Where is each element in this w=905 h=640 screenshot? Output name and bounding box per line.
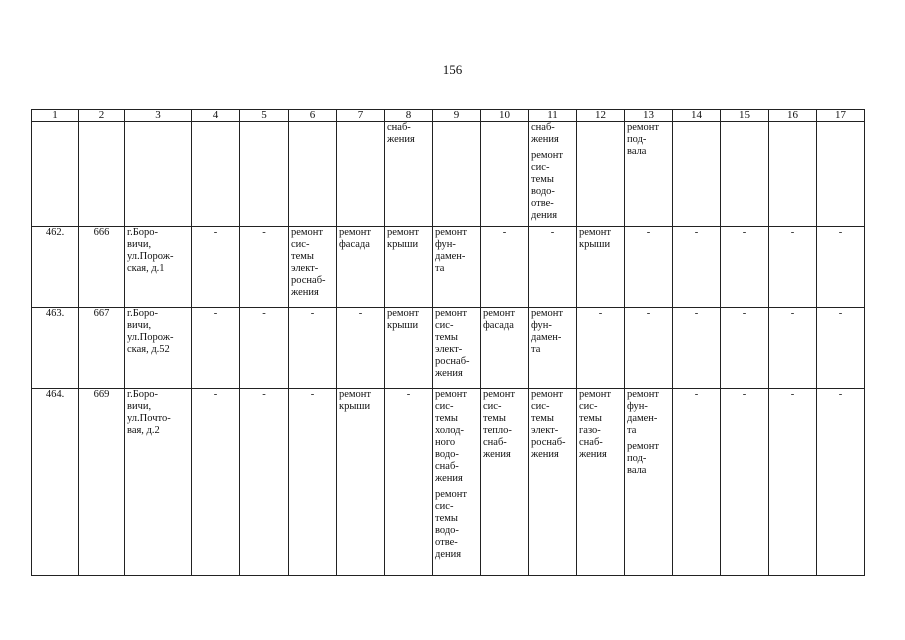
table-cell xyxy=(32,389,79,576)
cell-value: - xyxy=(742,308,747,319)
work-item: ремонт крыши xyxy=(387,227,420,250)
cell-value: - xyxy=(406,389,411,400)
house-id: 669 xyxy=(93,389,110,400)
table-cell xyxy=(192,122,240,227)
work-item: снаб- жения xyxy=(387,122,415,145)
cell-value: - xyxy=(262,227,266,238)
work-item: ремонт сис- темы элект- роснаб- жения xyxy=(291,227,326,298)
table-cell xyxy=(529,227,577,308)
column-header: 11 xyxy=(529,110,577,122)
table-cell xyxy=(32,227,79,308)
work-item: ремонт фун- дамен- та xyxy=(627,389,660,436)
cell-value: - xyxy=(790,227,795,238)
work-item: ремонт под- вала xyxy=(627,122,660,157)
table-cell xyxy=(385,122,433,227)
cell-value: - xyxy=(502,227,507,238)
table-cell xyxy=(240,308,289,389)
cell-value: - xyxy=(838,227,843,238)
row-number: 463. xyxy=(45,308,65,319)
table-cell xyxy=(481,389,529,576)
table-cell xyxy=(240,122,289,227)
address: г.Боро- вичи, ул.Порож- ская, д.1 xyxy=(127,227,174,274)
cell-value: - xyxy=(213,389,218,400)
table-cell xyxy=(289,389,337,576)
work-item: ремонт под- вала xyxy=(627,441,660,476)
table-cell xyxy=(721,308,769,389)
table-row xyxy=(32,308,865,389)
cell-value: - xyxy=(358,308,363,319)
column-header: 8 xyxy=(385,110,433,122)
work-item: ремонт сис- темы газо- снаб- жения xyxy=(579,389,612,460)
table-cell xyxy=(817,308,865,389)
cell-value: - xyxy=(790,389,795,400)
table-cell xyxy=(385,227,433,308)
table-cell xyxy=(192,308,240,389)
table-cell xyxy=(481,122,529,227)
table-cell xyxy=(481,227,529,308)
cell-value: - xyxy=(694,389,699,400)
column-header: 17 xyxy=(817,110,865,122)
table-cell xyxy=(125,122,192,227)
cell-value: - xyxy=(598,308,603,319)
column-header: 7 xyxy=(337,110,385,122)
table-cell xyxy=(673,389,721,576)
column-header: 10 xyxy=(481,110,529,122)
table-cell xyxy=(625,308,673,389)
table-cell xyxy=(673,122,721,227)
address: г.Боро- вичи, ул.Порож- ская, д.52 xyxy=(127,308,174,355)
cell-value: - xyxy=(790,308,795,319)
table-cell xyxy=(79,122,125,227)
table-cell xyxy=(79,389,125,576)
table-cell xyxy=(240,227,289,308)
column-header: 3 xyxy=(125,110,192,122)
table-cell xyxy=(289,308,337,389)
table-cell xyxy=(433,122,481,227)
table-cell xyxy=(433,308,481,389)
table-cell xyxy=(721,389,769,576)
table-cell xyxy=(529,122,577,227)
work-item: ремонт сис- темы водо- отве- дения xyxy=(435,489,468,560)
work-item: снаб- жения xyxy=(531,122,559,145)
work-item: ремонт крыши xyxy=(579,227,612,250)
cell-value: - xyxy=(213,227,218,238)
table-row xyxy=(32,389,865,576)
table-cell xyxy=(721,227,769,308)
column-number-row xyxy=(32,110,865,122)
cell-value: - xyxy=(646,308,651,319)
column-header: 2 xyxy=(79,110,125,122)
cell-value: - xyxy=(310,308,315,319)
work-item: ремонт фун- дамен- та xyxy=(435,227,468,274)
work-item: ремонт сис- темы водо- отве- дения xyxy=(531,150,564,221)
table-cell xyxy=(769,389,817,576)
table-cell xyxy=(721,122,769,227)
work-item: ремонт сис- темы холод- ного водо- снаб- жения xyxy=(435,389,468,484)
table-cell xyxy=(125,227,192,308)
table-cell xyxy=(769,122,817,227)
column-header: 14 xyxy=(673,110,721,122)
work-item: ремонт крыши xyxy=(339,389,372,412)
column-header: 13 xyxy=(625,110,673,122)
table-cell xyxy=(529,308,577,389)
cell-value: - xyxy=(742,389,747,400)
table-cell xyxy=(337,122,385,227)
table-cell xyxy=(32,122,79,227)
work-item: ремонт фасада xyxy=(483,308,516,331)
house-id: 666 xyxy=(93,227,110,238)
table-cell xyxy=(817,389,865,576)
column-header: 9 xyxy=(433,110,481,122)
table-cell xyxy=(577,227,625,308)
table-cell xyxy=(385,389,433,576)
table-cell xyxy=(625,389,673,576)
work-item: ремонт сис- темы элект- роснаб- жения xyxy=(435,308,470,379)
table-cell xyxy=(577,122,625,227)
table-cell xyxy=(125,389,192,576)
table-cell xyxy=(529,389,577,576)
page-number: 156 xyxy=(442,62,463,77)
table-cell xyxy=(192,227,240,308)
cell-value: - xyxy=(262,308,266,319)
table-cell xyxy=(577,308,625,389)
work-item: ремонт фасада xyxy=(339,227,372,250)
table-cell xyxy=(817,122,865,227)
table-cell xyxy=(577,389,625,576)
column-header: 1 xyxy=(32,110,79,122)
table-cell xyxy=(769,308,817,389)
cell-value: - xyxy=(694,227,699,238)
table-cell xyxy=(289,122,337,227)
cell-value: - xyxy=(694,308,699,319)
work-item: ремонт крыши xyxy=(387,308,420,331)
cell-value: - xyxy=(310,389,315,400)
table-row xyxy=(32,122,865,227)
column-header: 5 xyxy=(240,110,289,122)
column-header: 16 xyxy=(769,110,817,122)
table-cell xyxy=(192,389,240,576)
row-number: 464. xyxy=(45,389,65,400)
table-cell xyxy=(337,389,385,576)
work-item: ремонт фун- дамен- та xyxy=(531,308,564,355)
table-cell xyxy=(673,227,721,308)
table-cell xyxy=(337,227,385,308)
repair-schedule-table xyxy=(31,109,865,576)
table-cell xyxy=(289,227,337,308)
table-cell xyxy=(817,227,865,308)
column-header: 4 xyxy=(192,110,240,122)
table-row xyxy=(32,227,865,308)
table-cell xyxy=(625,227,673,308)
table-cell xyxy=(769,227,817,308)
column-header: 15 xyxy=(721,110,769,122)
cell-value: - xyxy=(550,227,555,238)
cell-value: - xyxy=(838,308,843,319)
table-cell xyxy=(125,308,192,389)
cell-value: - xyxy=(742,227,747,238)
table-cell xyxy=(433,227,481,308)
table-cell xyxy=(673,308,721,389)
table-cell xyxy=(240,389,289,576)
column-header: 6 xyxy=(289,110,337,122)
work-item: ремонт сис- темы тепло- снаб- жения xyxy=(483,389,516,460)
table-cell xyxy=(625,122,673,227)
house-id: 667 xyxy=(93,308,110,319)
column-header: 12 xyxy=(577,110,625,122)
row-number: 462. xyxy=(45,227,65,238)
table-cell xyxy=(337,308,385,389)
address: г.Боро- вичи, ул.Почто- вая, д.2 xyxy=(127,389,171,436)
work-item: ремонт сис- темы элект- роснаб- жения xyxy=(531,389,566,460)
table-cell xyxy=(385,308,433,389)
cell-value: - xyxy=(646,227,651,238)
cell-value: - xyxy=(213,308,218,319)
table-cell xyxy=(32,308,79,389)
table-cell xyxy=(433,389,481,576)
cell-value: - xyxy=(262,389,266,400)
table-cell xyxy=(79,227,125,308)
cell-value: - xyxy=(838,389,843,400)
table-cell xyxy=(79,308,125,389)
table-cell xyxy=(481,308,529,389)
